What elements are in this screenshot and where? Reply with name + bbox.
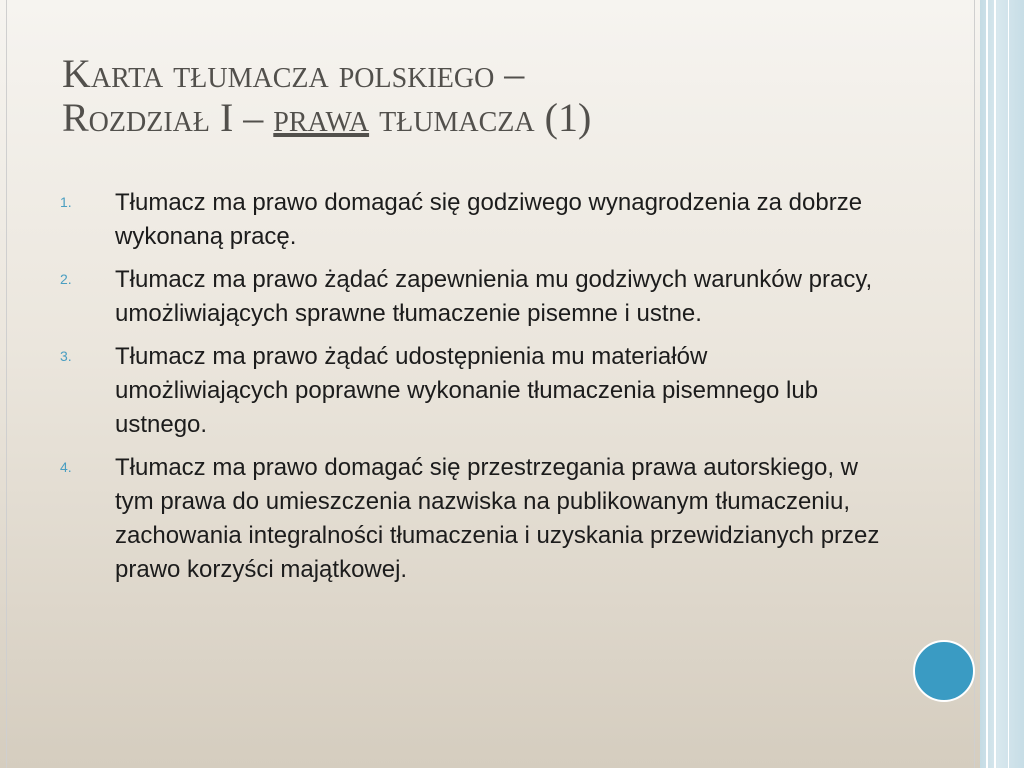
list-item-text: Tłumacz ma prawo żądać zapewnienia mu godziwych warunków pracy, umożliwiających sprawne tłumaczenie pisemne i ustne. <box>115 266 873 327</box>
list-item-text: Tłumacz ma prawo żądać udostępnienia mu materiałów umożliwiających poprawne wykonanie tłumaczenia pisemnego lub ustnego. <box>115 343 819 438</box>
list-item-number: 1. <box>60 194 72 210</box>
list-item <box>60 451 880 587</box>
title-line-1: Karta tłumacza polskiego – <box>62 51 525 96</box>
decorative-circle-icon <box>913 640 975 702</box>
list-item-number: 3. <box>60 348 72 364</box>
list-item-number: 2. <box>60 271 72 287</box>
title-line-2-end: tłumacza (1) <box>369 95 592 140</box>
title-underlined-word: prawa <box>273 95 370 140</box>
list-item <box>60 263 880 331</box>
list-item <box>60 340 880 442</box>
slide-title <box>62 52 922 140</box>
list-item <box>60 186 880 254</box>
side-bar-stripe <box>986 0 988 768</box>
side-bar-stripe <box>994 0 996 768</box>
decorative-side-bar <box>980 0 1024 768</box>
list-item-text: Tłumacz ma prawo domagać się godziwego wynagrodzenia za dobrze wykonaną pracę. <box>115 189 863 250</box>
list-item-text: Tłumacz ma prawo domagać się przestrzegania prawa autorskiego, w tym prawa do umieszczenia nazwiska na publikowanym tłumaczeniu, zachowania integralności tłumaczenia i uzyskania przewidzianych przez prawo korzyści majątkowej. <box>115 454 880 583</box>
list-item-number: 4. <box>60 459 72 475</box>
side-bar-stripe <box>1008 0 1009 768</box>
numbered-list <box>60 186 880 596</box>
title-line-2-start: Rozdział I – <box>62 95 274 140</box>
